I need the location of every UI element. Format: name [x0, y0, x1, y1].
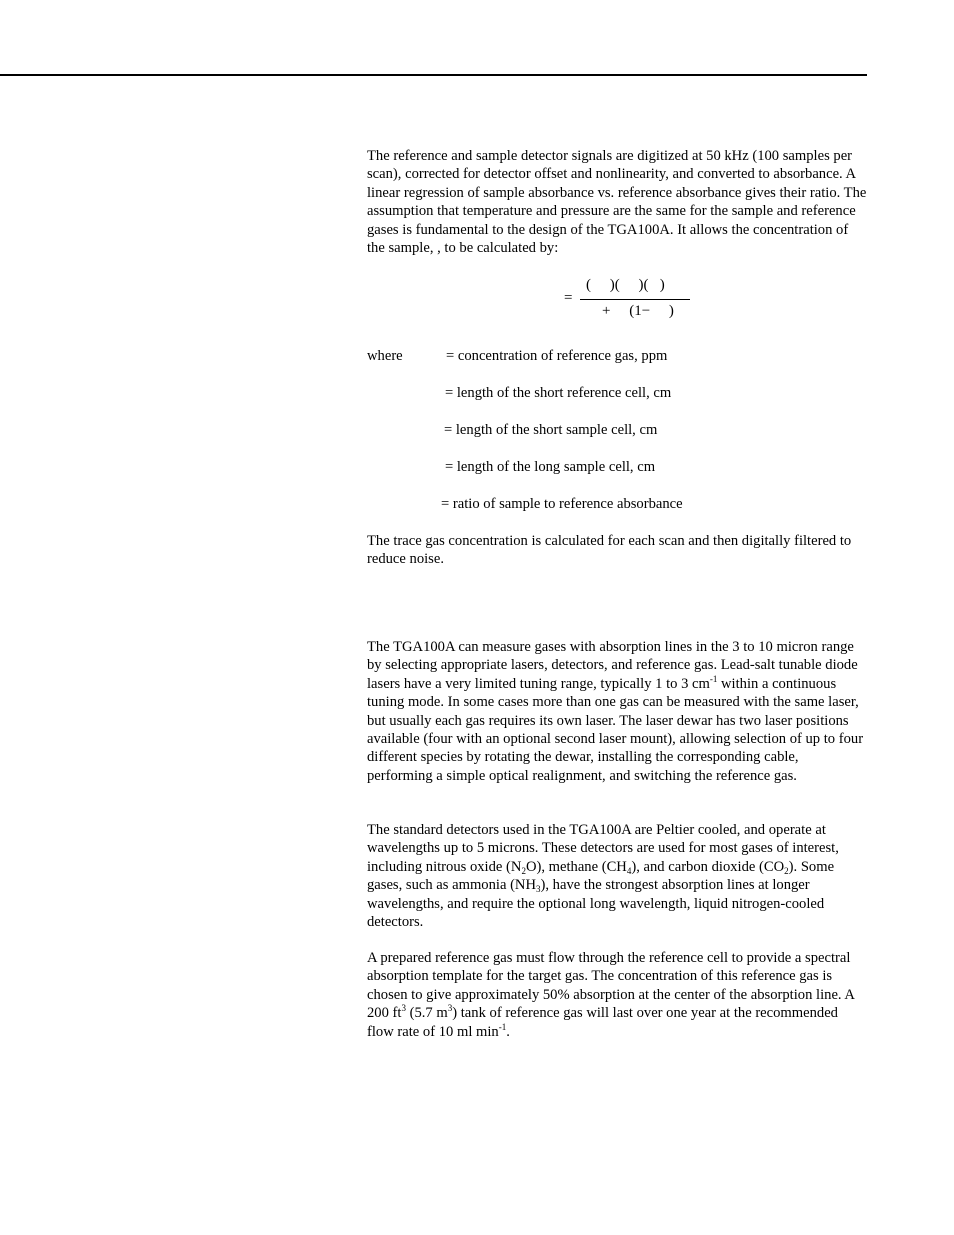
equation-equals: =: [564, 290, 573, 306]
paragraph-detectors: The standard detectors used in the TGA100A are Peltier cooled, and operate at wavelengths up to 5 microns. These detectors are used for most gases of interest, including nitrous oxide $(N_2O)$, methane $(CH_4)$, and carbon dioxide $(CO_2)$. Some gases, such as ammonia $(NH_3)$, have the strongest absorption lines at longer wavelengths, and require the optional long wavelength, liquid nitrogen-cooled detectors.: [367, 822, 839, 931]
where-item: = length of the long sample cell, cm: [445, 459, 656, 475]
concentration-equation: [560, 277, 700, 327]
equation-fraction-bar: [580, 299, 690, 300]
where-item: = ratio of sample to reference absorbance: [441, 496, 683, 512]
where-item: = length of the short sample cell, cm: [444, 422, 658, 438]
paragraph-lasers: The TGA100A can measure gases with absorption lines in the 3 to 10 micron range by selecting appropriate lasers, detectors, and reference gas. Lead-salt tunable diode lasers have a very limited tuning range, typically 1 to 3 $cm^{-1}$ within a continuous tuning mode. In some cases more than one gas can be measured with the same laser, but usually each gas requires its own laser. The laser dewar has two laser positions available (four with an optional second laser mount), allowing selection of up to four different species by rotating the dewar, installing the corresponding cable, performing a simple optical realignment, and switching the reference gas.: [367, 639, 864, 784]
where-item: = concentration of reference gas, ppm: [446, 348, 668, 364]
paragraph-signal-processing: The reference and sample detector signals are digitized at 50 kHz (100 samples per scan), corrected for detector offset and nonlinearity, and converted to absorbance. A linear regression of sample absorbance vs. reference absorbance gives their ratio. The assumption that temperature and pressure are the same for the sample and reference gases is fundamental to the design of the TGA100A. It allows the concentration of the sample, , to be calculated by:: [367, 148, 867, 257]
where-item: = length of the short reference cell, cm: [445, 385, 672, 401]
paragraph-reference-gas: A prepared reference gas must flow through the reference cell to provide a spectral absorption template for the target gas. The concentration of this reference gas is chosen to give approximately 50% absorption at the center of the absorption line. A 200 $ft^3$ (5.7 $m^3$) tank of reference gas will last over one year at the recommended flow rate of 10 ml $\min^{-1}$.: [367, 950, 855, 1040]
header-rule: [0, 74, 867, 76]
equation-numerator: ( )( )( ): [586, 277, 665, 293]
equation-denominator: + (1− ): [602, 303, 674, 319]
where-label: where: [367, 348, 403, 364]
paragraph-filtering: The trace gas concentration is calculated for each scan and then digitally filtered to reduce noise.: [367, 533, 852, 568]
